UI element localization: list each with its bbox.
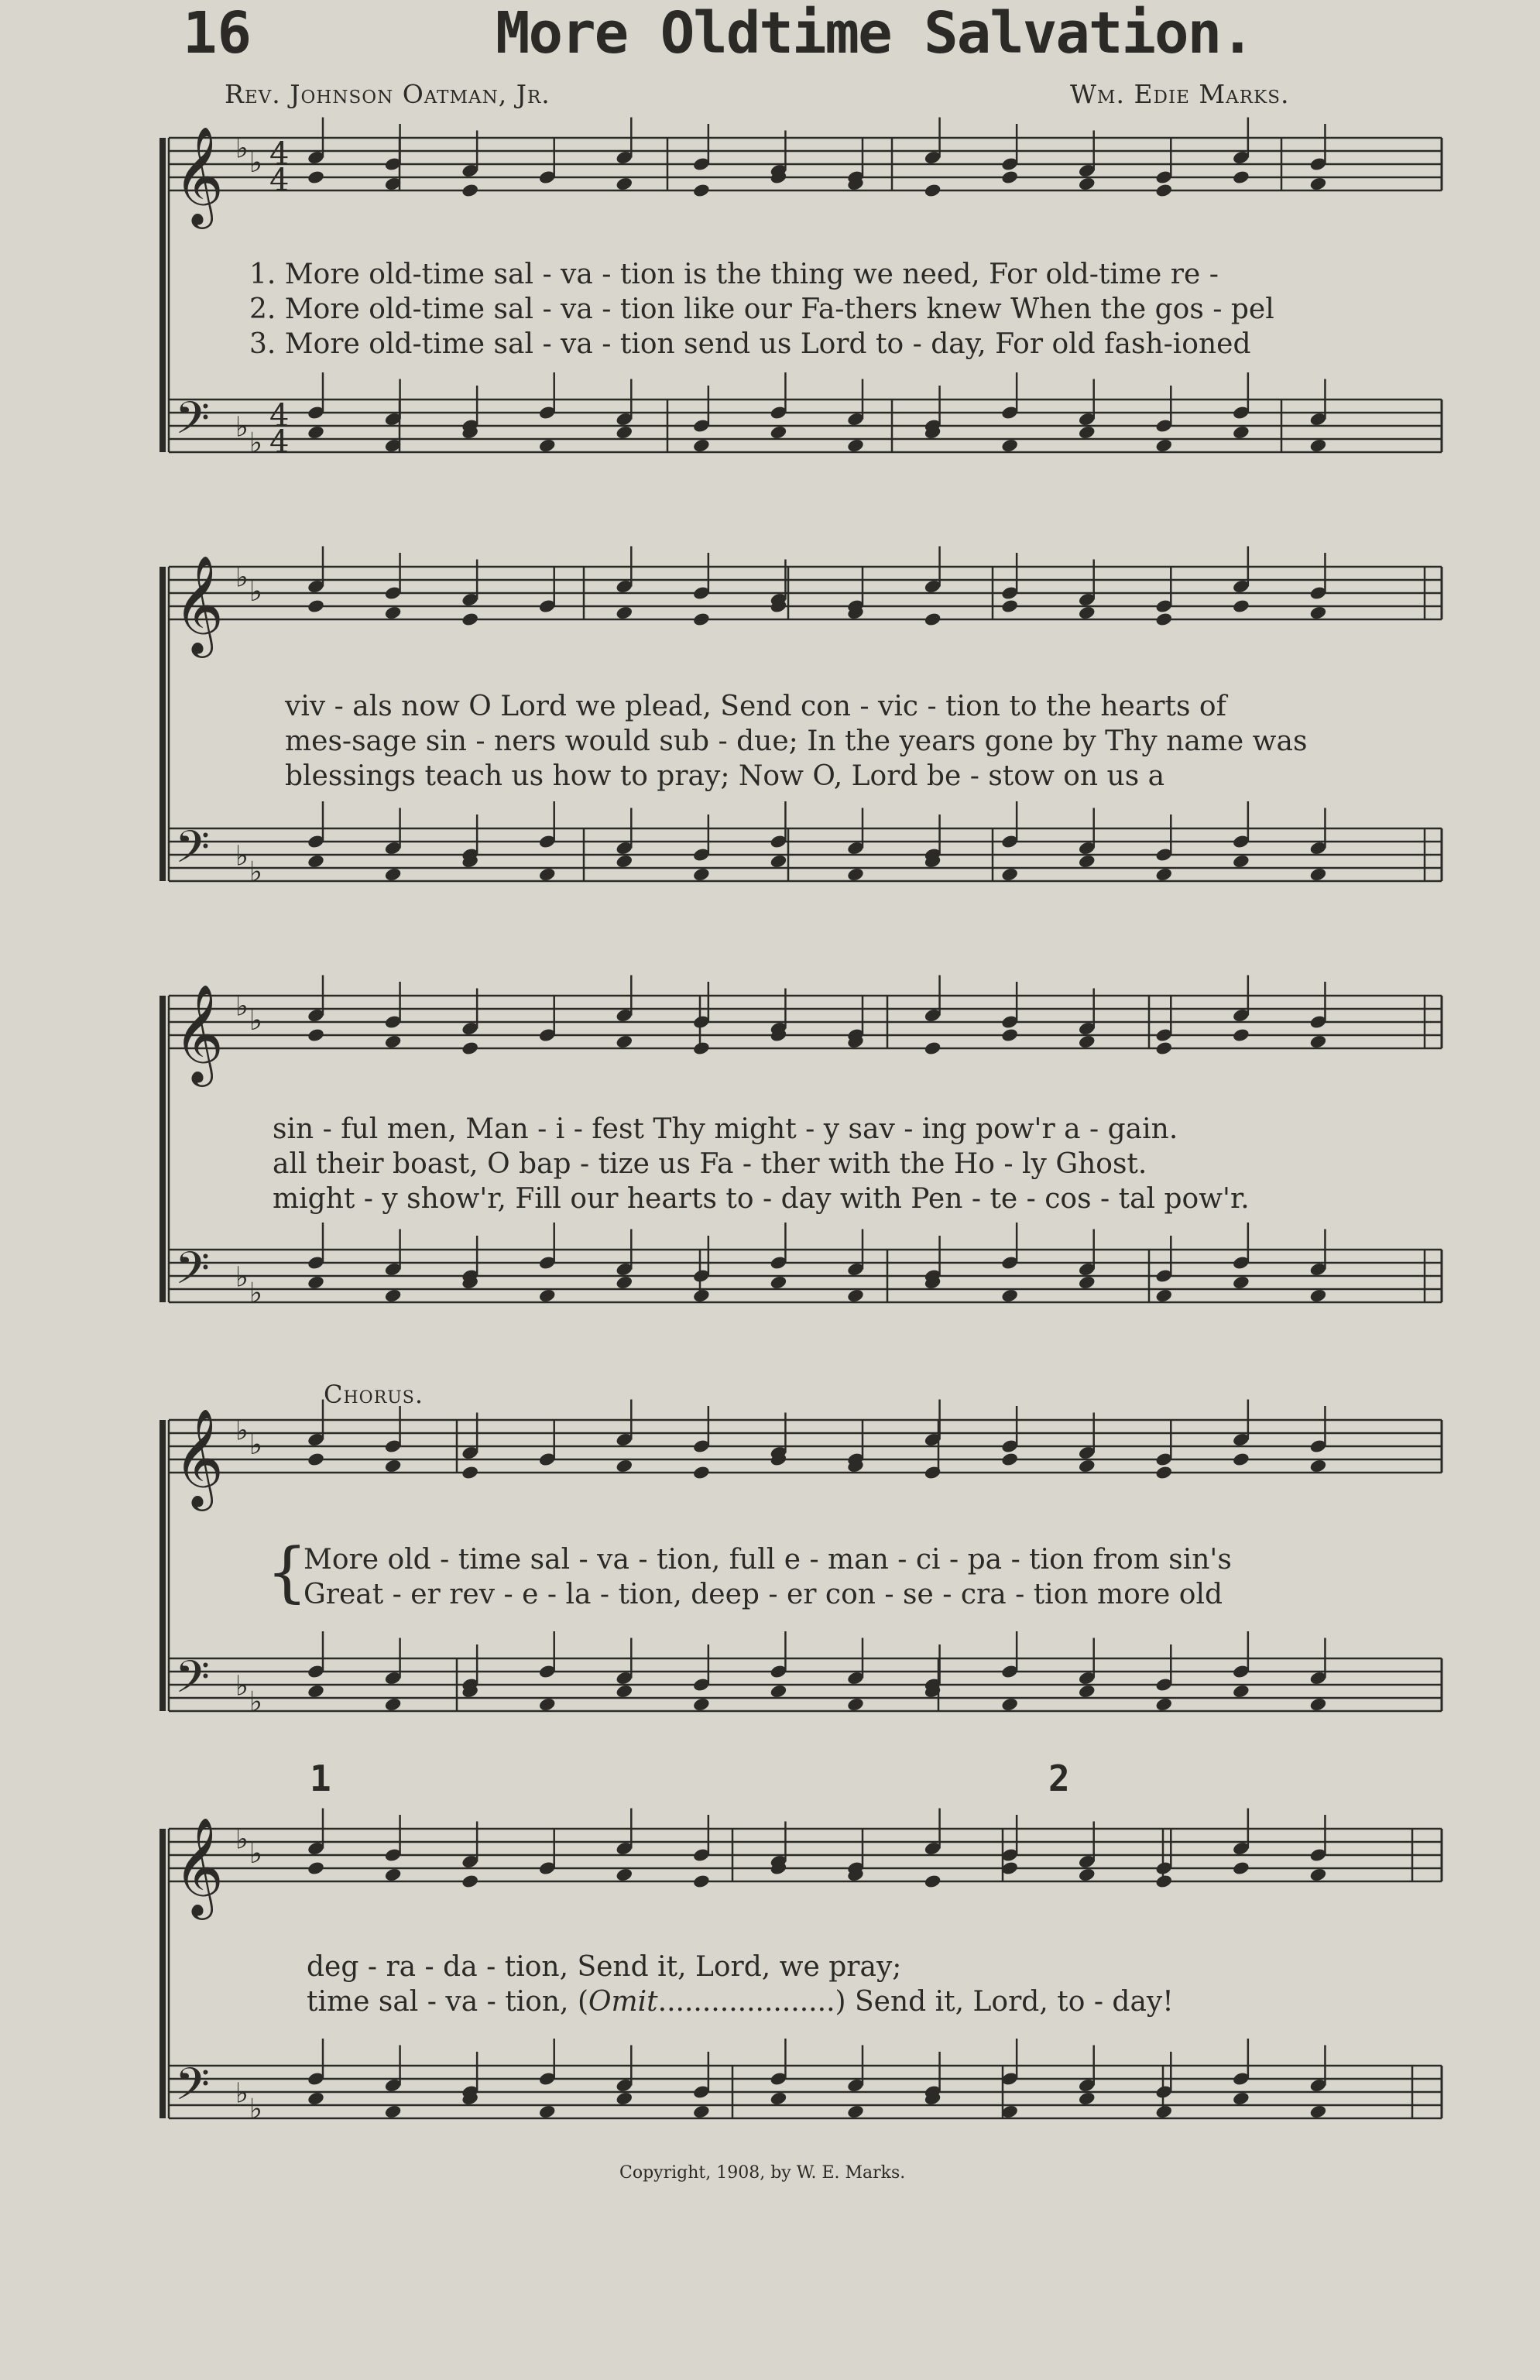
svg-text:♭: ♭ <box>249 2094 262 2125</box>
hymn-title: More Oldtime Salvation. <box>496 0 1254 67</box>
svg-text:4: 4 <box>269 424 290 460</box>
svg-text:♭: ♭ <box>249 1429 262 1462</box>
svg-text:𝄢: 𝄢 <box>175 1242 211 1305</box>
svg-text:♭: ♭ <box>235 561 249 594</box>
ending-1-label: 1 <box>310 1758 331 1799</box>
svg-text:♭: ♭ <box>235 1823 249 1856</box>
chorus-line-1: More old - time sal - va - tion, full e - man - ci - pa - tion from sin's <box>304 1544 1232 1576</box>
verse-1-line: viv - als now O Lord we plead, Send con - vic - tion to the hearts of <box>285 691 1226 722</box>
final-line-2-end: ) Send it, Lord, to - day! <box>835 1986 1174 2018</box>
svg-text:♭: ♭ <box>249 427 262 459</box>
svg-text:♭: ♭ <box>249 1277 262 1309</box>
verse-lyrics-system-3 <box>273 1112 1250 1216</box>
verse-1-line: sin - ful men, Man - i - fest Thy might - y sav - ing pow'r a - gain. <box>273 1113 1178 1145</box>
omit-dots: .................... <box>657 1986 835 2018</box>
svg-text:♭: ♭ <box>249 856 262 888</box>
svg-text:♭: ♭ <box>235 840 249 873</box>
svg-text:4: 4 <box>269 136 290 172</box>
final-lyrics <box>307 1950 1174 2019</box>
final-line-2-start: time sal - va - tion, ( <box>307 1986 588 2018</box>
svg-text:𝄢: 𝄢 <box>175 1651 211 1714</box>
svg-text:𝄢: 𝄢 <box>175 392 211 455</box>
svg-text:𝄞: 𝄞 <box>173 1408 225 1507</box>
svg-text:𝄞: 𝄞 <box>173 554 225 653</box>
svg-text:♭: ♭ <box>249 576 262 609</box>
svg-text:4: 4 <box>269 398 290 434</box>
verse-1-line: 1. More old-time sal - va - tion is the thing we need, For old-time re - <box>249 259 1219 290</box>
omit-instruction: Omit <box>588 1986 658 2018</box>
svg-text:♭: ♭ <box>235 1261 249 1294</box>
verse-2-line: all their boast, O bap - tize us Fa - ther with the Ho - ly Ghost. <box>273 1148 1147 1180</box>
svg-text:♭: ♭ <box>235 990 249 1023</box>
svg-text:𝄢: 𝄢 <box>175 821 211 884</box>
svg-text:♭: ♭ <box>249 1838 262 1871</box>
svg-text:♭: ♭ <box>249 1005 262 1037</box>
verse-3-line: blessings teach us how to pray; Now O, Lord be - stow on us a <box>285 760 1165 792</box>
verse-2-line: mes-sage sin - ners would sub - due; In the years gone by Thy name was <box>285 725 1308 757</box>
chorus-line-2: Great - er rev - e - la - tion, deep - er con - se - cra - tion more old <box>304 1579 1223 1610</box>
page-number: 16 <box>183 0 252 67</box>
copyright-notice: Copyright, 1908, by W. E. Marks. <box>619 2163 906 2183</box>
lyricist-credit: Rev. Johnson Oatman, Jr. <box>225 79 550 109</box>
verse-lyrics-system-2 <box>285 689 1307 794</box>
svg-text:♭: ♭ <box>235 1415 249 1447</box>
svg-text:♭: ♭ <box>249 1686 262 1718</box>
final-line-1: deg - ra - da - tion, Send it, Lord, we pray; <box>307 1951 902 1983</box>
chorus-label: Chorus. <box>324 1380 424 1409</box>
svg-text:𝄞: 𝄞 <box>173 1816 225 1915</box>
svg-text:𝄢: 𝄢 <box>175 2058 211 2121</box>
verse-2-line: 2. More old-time sal - va - tion like our Fa-thers knew When the gos - pel <box>249 293 1274 325</box>
svg-text:♭: ♭ <box>249 147 262 180</box>
ending-2-label: 2 <box>1048 1758 1070 1799</box>
verse-lyrics-system-1 <box>249 257 1274 362</box>
svg-text:4: 4 <box>269 163 290 198</box>
svg-text:♭: ♭ <box>235 132 249 165</box>
verse-3-line: 3. More old-time sal - va - tion send us Lord to - day, For old fash-ioned <box>249 328 1251 360</box>
svg-text:𝄞: 𝄞 <box>173 983 225 1082</box>
chorus-lyrics <box>304 1542 1232 1612</box>
verse-3-line: might - y show'r, Fill our hearts to - day with Pen - te - cos - tal pow'r. <box>273 1183 1250 1215</box>
svg-text:♭: ♭ <box>235 411 249 444</box>
svg-text:♭: ♭ <box>235 2077 249 2110</box>
svg-text:𝄞: 𝄞 <box>173 125 225 225</box>
svg-text:♭: ♭ <box>235 1670 249 1703</box>
composer-credit: Wm. Edie Marks. <box>1070 79 1290 109</box>
chorus-brace: { <box>266 1534 308 1610</box>
final-line-2 <box>307 1984 1174 2019</box>
